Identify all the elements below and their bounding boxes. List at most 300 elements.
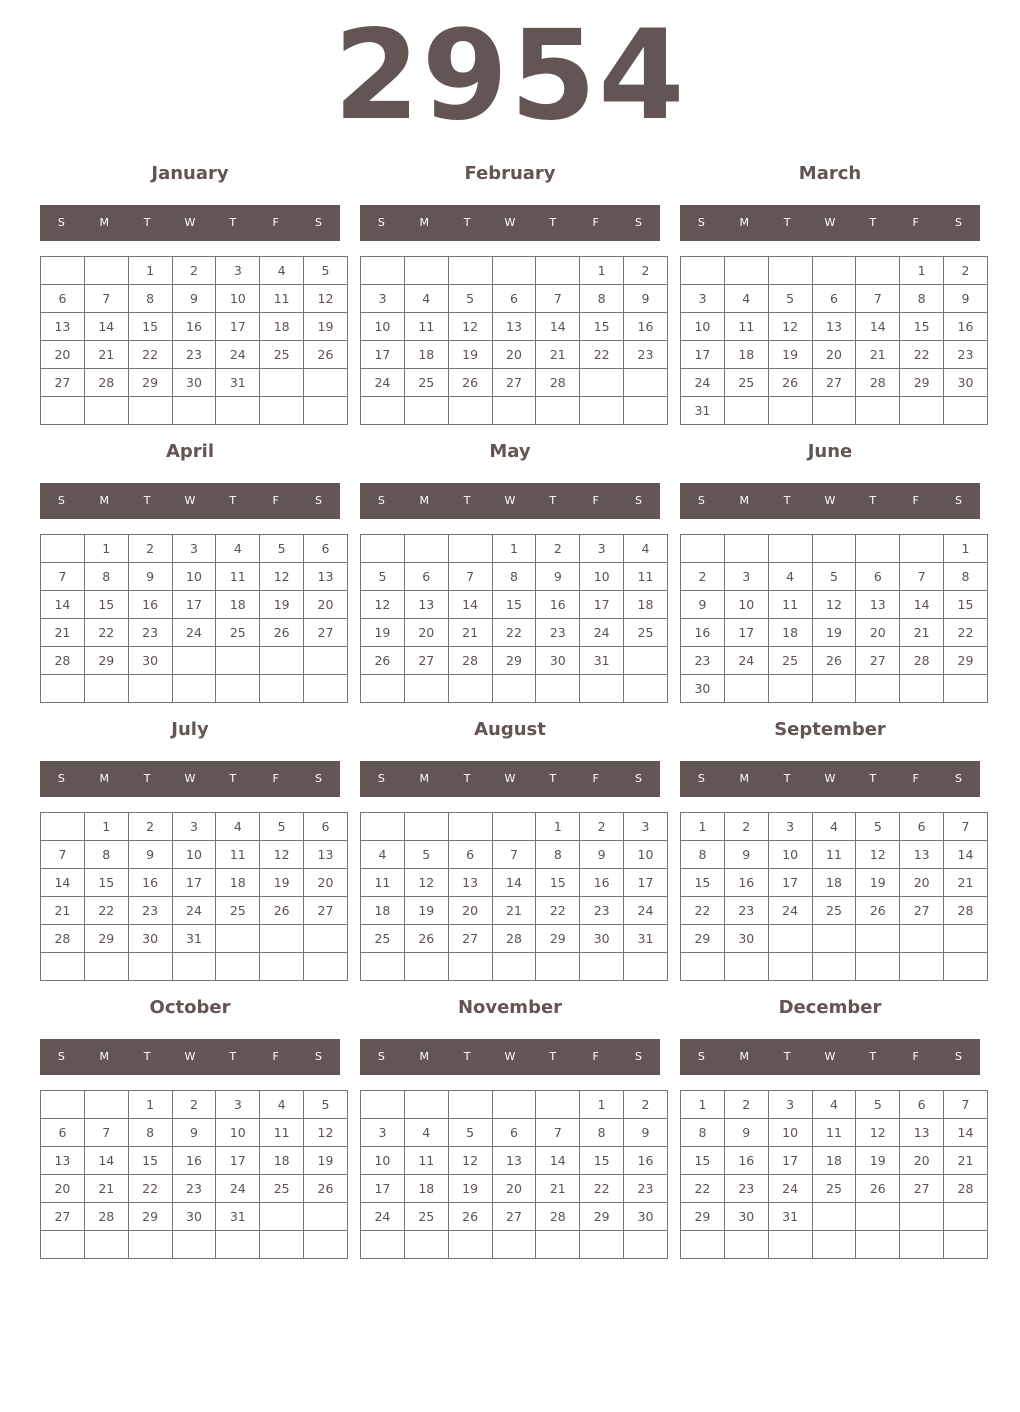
day-cell — [856, 1203, 900, 1231]
weekday-label: F — [272, 772, 279, 785]
day-cell: 9 — [624, 285, 668, 313]
weekday-label: T — [229, 1050, 237, 1063]
week-row — [681, 897, 988, 925]
day-cell: 29 — [492, 647, 536, 675]
day-cell — [361, 535, 405, 563]
day-cell: 7 — [944, 813, 988, 841]
week-row — [361, 285, 668, 313]
day-cell: 4 — [768, 563, 812, 591]
day-cell: 6 — [900, 1091, 944, 1119]
day-grid — [680, 812, 988, 981]
day-cell: 24 — [681, 369, 725, 397]
day-cell: 4 — [724, 285, 768, 313]
day-cell: 1 — [84, 813, 128, 841]
week-row — [361, 591, 668, 619]
week-row — [681, 647, 988, 675]
day-cell: 2 — [624, 1091, 668, 1119]
day-cell: 17 — [624, 869, 668, 897]
day-cell: 19 — [404, 897, 448, 925]
day-cell: 26 — [448, 1203, 492, 1231]
week-row — [41, 563, 348, 591]
weekday-header — [40, 761, 340, 797]
day-cell: 19 — [304, 1147, 348, 1175]
weekday-header — [680, 205, 980, 241]
day-cell: 4 — [812, 813, 856, 841]
week-row — [41, 1147, 348, 1175]
day-cell: 18 — [624, 591, 668, 619]
day-cell — [448, 535, 492, 563]
day-cell — [361, 813, 405, 841]
day-cell: 23 — [624, 341, 668, 369]
day-cell: 7 — [900, 563, 944, 591]
day-grid — [40, 534, 348, 703]
week-row — [361, 535, 668, 563]
day-cell — [216, 675, 260, 703]
day-cell: 5 — [304, 1091, 348, 1119]
day-cell: 1 — [128, 257, 172, 285]
day-cell — [304, 953, 348, 981]
day-cell: 1 — [900, 257, 944, 285]
day-grid — [680, 256, 988, 425]
week-row — [41, 813, 348, 841]
day-cell: 13 — [812, 313, 856, 341]
week-row — [41, 397, 348, 425]
weekday-label: T — [143, 216, 151, 229]
day-cell — [260, 1203, 304, 1231]
day-cell: 7 — [84, 1119, 128, 1147]
week-row — [361, 1147, 668, 1175]
day-cell: 5 — [448, 285, 492, 313]
day-cell: 5 — [856, 1091, 900, 1119]
day-cell: 25 — [812, 1175, 856, 1203]
day-cell: 8 — [128, 1119, 172, 1147]
week-row — [361, 1119, 668, 1147]
day-cell: 5 — [404, 841, 448, 869]
day-cell: 27 — [900, 1175, 944, 1203]
day-cell: 26 — [260, 619, 304, 647]
day-cell: 17 — [580, 591, 624, 619]
weekday-label: S — [377, 216, 385, 229]
week-row — [361, 397, 668, 425]
week-row — [41, 285, 348, 313]
week-row — [361, 869, 668, 897]
week-row — [361, 313, 668, 341]
day-cell — [361, 397, 405, 425]
day-cell — [361, 1091, 405, 1119]
day-cell — [404, 535, 448, 563]
day-cell — [492, 813, 536, 841]
day-cell: 22 — [84, 619, 128, 647]
day-cell: 20 — [304, 591, 348, 619]
day-cell: 9 — [128, 841, 172, 869]
day-cell — [900, 953, 944, 981]
day-cell — [404, 257, 448, 285]
day-cell: 2 — [624, 257, 668, 285]
day-cell: 21 — [900, 619, 944, 647]
weekday-header — [680, 483, 980, 519]
day-grid — [40, 1090, 348, 1259]
day-cell: 13 — [492, 1147, 536, 1175]
day-cell: 29 — [84, 925, 128, 953]
day-cell: 9 — [580, 841, 624, 869]
day-cell — [812, 953, 856, 981]
day-cell: 8 — [681, 841, 725, 869]
day-cell: 24 — [361, 1203, 405, 1231]
day-cell — [812, 535, 856, 563]
day-cell: 6 — [900, 813, 944, 841]
weekday-label: T — [549, 494, 557, 507]
day-cell: 1 — [128, 1091, 172, 1119]
weekday-label: S — [634, 1050, 642, 1063]
day-cell: 6 — [404, 563, 448, 591]
week-row — [41, 869, 348, 897]
weekday-label: S — [57, 216, 65, 229]
day-cell: 6 — [304, 535, 348, 563]
month-name: February — [464, 163, 556, 184]
day-cell — [856, 397, 900, 425]
week-row — [681, 535, 988, 563]
day-cell: 2 — [128, 813, 172, 841]
day-cell — [536, 953, 580, 981]
day-cell — [128, 1231, 172, 1259]
day-cell: 28 — [856, 369, 900, 397]
day-cell: 9 — [172, 1119, 216, 1147]
day-cell: 23 — [944, 341, 988, 369]
weekday-label: T — [783, 494, 791, 507]
weekday-label: M — [419, 216, 430, 229]
day-cell: 11 — [724, 313, 768, 341]
day-cell — [900, 925, 944, 953]
weekday-label: T — [549, 1050, 557, 1063]
day-cell: 17 — [216, 1147, 260, 1175]
day-cell: 18 — [216, 869, 260, 897]
day-cell — [448, 813, 492, 841]
day-cell — [492, 675, 536, 703]
day-cell: 29 — [900, 369, 944, 397]
day-cell — [361, 953, 405, 981]
day-cell: 19 — [260, 869, 304, 897]
week-row — [361, 647, 668, 675]
day-cell — [681, 1231, 725, 1259]
day-cell: 16 — [724, 869, 768, 897]
day-cell: 14 — [536, 1147, 580, 1175]
month-name: January — [151, 163, 229, 184]
day-cell: 29 — [128, 1203, 172, 1231]
day-cell: 19 — [260, 591, 304, 619]
day-cell: 20 — [900, 869, 944, 897]
weekday-label: W — [824, 1050, 836, 1063]
day-cell: 19 — [856, 1147, 900, 1175]
day-cell: 16 — [172, 1147, 216, 1175]
weekday-label: M — [739, 772, 750, 785]
day-cell: 1 — [536, 813, 580, 841]
day-cell: 2 — [681, 563, 725, 591]
day-cell: 26 — [768, 369, 812, 397]
day-cell: 8 — [681, 1119, 725, 1147]
day-cell — [361, 675, 405, 703]
day-cell: 14 — [944, 1119, 988, 1147]
day-cell — [492, 397, 536, 425]
day-cell: 7 — [41, 841, 85, 869]
week-row — [361, 953, 668, 981]
day-cell: 27 — [304, 897, 348, 925]
day-cell — [41, 1091, 85, 1119]
day-cell: 11 — [260, 285, 304, 313]
week-row — [681, 1147, 988, 1175]
day-cell: 13 — [492, 313, 536, 341]
day-cell — [41, 397, 85, 425]
day-cell: 11 — [812, 841, 856, 869]
day-cell: 26 — [361, 647, 405, 675]
week-row — [41, 535, 348, 563]
day-cell: 2 — [580, 813, 624, 841]
day-cell: 9 — [724, 841, 768, 869]
month-name: June — [807, 441, 853, 462]
weekday-label: S — [634, 216, 642, 229]
day-cell: 5 — [260, 813, 304, 841]
day-cell: 9 — [172, 285, 216, 313]
day-cell — [900, 397, 944, 425]
day-cell — [448, 257, 492, 285]
day-cell: 4 — [404, 1119, 448, 1147]
week-row — [41, 897, 348, 925]
day-cell: 28 — [900, 647, 944, 675]
day-cell: 20 — [404, 619, 448, 647]
day-cell: 31 — [216, 369, 260, 397]
day-cell — [84, 675, 128, 703]
day-cell — [812, 675, 856, 703]
day-cell — [216, 397, 260, 425]
weekday-label: S — [377, 494, 385, 507]
day-cell: 24 — [361, 369, 405, 397]
day-cell: 1 — [681, 1091, 725, 1119]
day-cell: 23 — [128, 897, 172, 925]
day-cell: 7 — [448, 563, 492, 591]
day-cell: 28 — [41, 925, 85, 953]
day-cell — [172, 675, 216, 703]
weekday-label: S — [954, 772, 962, 785]
day-cell — [492, 953, 536, 981]
day-cell: 12 — [361, 591, 405, 619]
day-cell — [404, 397, 448, 425]
day-cell: 15 — [580, 1147, 624, 1175]
day-cell: 30 — [172, 1203, 216, 1231]
day-grid — [40, 812, 348, 981]
day-cell — [41, 953, 85, 981]
week-row — [361, 675, 668, 703]
day-cell — [84, 1231, 128, 1259]
week-row — [41, 647, 348, 675]
day-cell: 14 — [900, 591, 944, 619]
weekday-label: S — [314, 772, 322, 785]
day-cell: 22 — [128, 1175, 172, 1203]
day-cell: 16 — [172, 313, 216, 341]
weekday-label: W — [504, 494, 516, 507]
weekday-label: W — [504, 772, 516, 785]
day-cell: 3 — [216, 1091, 260, 1119]
day-cell: 5 — [361, 563, 405, 591]
day-cell: 17 — [172, 869, 216, 897]
day-cell — [624, 369, 668, 397]
weekday-label: T — [869, 772, 877, 785]
day-cell: 28 — [536, 1203, 580, 1231]
day-cell: 2 — [172, 1091, 216, 1119]
weekday-label: M — [99, 772, 110, 785]
day-cell: 20 — [492, 341, 536, 369]
day-cell: 28 — [84, 1203, 128, 1231]
day-cell: 1 — [944, 535, 988, 563]
day-cell — [448, 953, 492, 981]
day-cell — [304, 1203, 348, 1231]
day-cell: 20 — [856, 619, 900, 647]
day-cell: 3 — [768, 1091, 812, 1119]
day-cell: 11 — [216, 563, 260, 591]
day-cell — [724, 1231, 768, 1259]
day-cell: 1 — [681, 813, 725, 841]
day-cell: 21 — [41, 619, 85, 647]
day-cell — [580, 369, 624, 397]
day-cell: 19 — [856, 869, 900, 897]
day-cell — [856, 535, 900, 563]
week-row — [41, 591, 348, 619]
day-cell — [216, 1231, 260, 1259]
day-cell — [856, 953, 900, 981]
day-cell — [724, 257, 768, 285]
day-cell: 3 — [172, 535, 216, 563]
month-name: November — [457, 997, 563, 1018]
day-cell: 5 — [768, 285, 812, 313]
week-row — [361, 619, 668, 647]
day-cell: 13 — [448, 869, 492, 897]
day-grid — [360, 534, 668, 703]
day-cell — [41, 813, 85, 841]
day-cell — [492, 1231, 536, 1259]
day-cell — [260, 397, 304, 425]
day-cell — [624, 1231, 668, 1259]
day-cell: 24 — [624, 897, 668, 925]
day-cell: 20 — [41, 1175, 85, 1203]
day-cell: 18 — [768, 619, 812, 647]
week-row — [361, 841, 668, 869]
day-cell: 26 — [304, 341, 348, 369]
day-cell: 25 — [404, 1203, 448, 1231]
day-cell: 16 — [624, 313, 668, 341]
day-cell — [944, 1203, 988, 1231]
weekday-label: S — [697, 216, 705, 229]
weekday-label: T — [463, 1050, 471, 1063]
day-cell: 8 — [580, 285, 624, 313]
day-cell: 22 — [681, 1175, 725, 1203]
day-cell: 25 — [361, 925, 405, 953]
day-cell: 10 — [681, 313, 725, 341]
day-cell: 23 — [580, 897, 624, 925]
day-cell: 26 — [812, 647, 856, 675]
weekday-label: S — [697, 772, 705, 785]
day-cell — [41, 675, 85, 703]
day-cell: 8 — [84, 563, 128, 591]
day-cell — [812, 1231, 856, 1259]
day-cell: 17 — [361, 341, 405, 369]
weekday-label: T — [869, 216, 877, 229]
week-row — [361, 1091, 668, 1119]
week-row — [681, 1119, 988, 1147]
day-cell — [404, 675, 448, 703]
day-cell — [216, 647, 260, 675]
day-cell: 27 — [448, 925, 492, 953]
day-cell — [681, 535, 725, 563]
day-cell: 14 — [448, 591, 492, 619]
day-cell: 22 — [492, 619, 536, 647]
day-cell: 12 — [768, 313, 812, 341]
weekday-label: F — [592, 216, 599, 229]
day-cell: 8 — [580, 1119, 624, 1147]
day-cell: 18 — [260, 313, 304, 341]
day-cell: 3 — [172, 813, 216, 841]
day-cell: 1 — [84, 535, 128, 563]
day-cell — [681, 953, 725, 981]
day-cell: 30 — [536, 647, 580, 675]
day-cell: 14 — [41, 591, 85, 619]
day-cell: 11 — [216, 841, 260, 869]
day-cell — [448, 1091, 492, 1119]
day-cell — [768, 397, 812, 425]
day-cell: 3 — [681, 285, 725, 313]
day-cell: 29 — [681, 1203, 725, 1231]
day-cell: 14 — [84, 1147, 128, 1175]
day-cell: 10 — [361, 1147, 405, 1175]
weekday-label: S — [57, 772, 65, 785]
week-row — [41, 953, 348, 981]
day-cell: 18 — [404, 341, 448, 369]
week-row — [681, 563, 988, 591]
day-cell: 17 — [361, 1175, 405, 1203]
weekday-header — [360, 205, 660, 241]
day-cell — [768, 953, 812, 981]
week-row — [41, 369, 348, 397]
day-cell — [260, 925, 304, 953]
day-cell — [536, 1231, 580, 1259]
day-cell: 23 — [724, 1175, 768, 1203]
day-cell — [448, 1231, 492, 1259]
week-row — [361, 369, 668, 397]
day-cell: 4 — [260, 257, 304, 285]
day-cell — [304, 925, 348, 953]
weekday-label: T — [229, 494, 237, 507]
day-cell: 4 — [624, 535, 668, 563]
day-cell: 23 — [536, 619, 580, 647]
weekday-label: F — [592, 772, 599, 785]
day-cell: 2 — [128, 535, 172, 563]
week-row — [361, 257, 668, 285]
day-cell: 1 — [580, 257, 624, 285]
day-cell: 12 — [448, 313, 492, 341]
day-cell: 6 — [41, 1119, 85, 1147]
day-cell: 30 — [128, 647, 172, 675]
day-cell: 18 — [404, 1175, 448, 1203]
day-cell: 2 — [536, 535, 580, 563]
day-cell — [580, 675, 624, 703]
day-cell: 30 — [681, 675, 725, 703]
weekday-label: W — [504, 1050, 516, 1063]
weekday-header — [680, 761, 980, 797]
day-cell: 12 — [304, 1119, 348, 1147]
day-cell — [172, 953, 216, 981]
weekday-label: T — [783, 216, 791, 229]
month-name: July — [171, 719, 209, 740]
day-cell: 4 — [812, 1091, 856, 1119]
weekday-header — [40, 1039, 340, 1075]
day-cell: 29 — [536, 925, 580, 953]
